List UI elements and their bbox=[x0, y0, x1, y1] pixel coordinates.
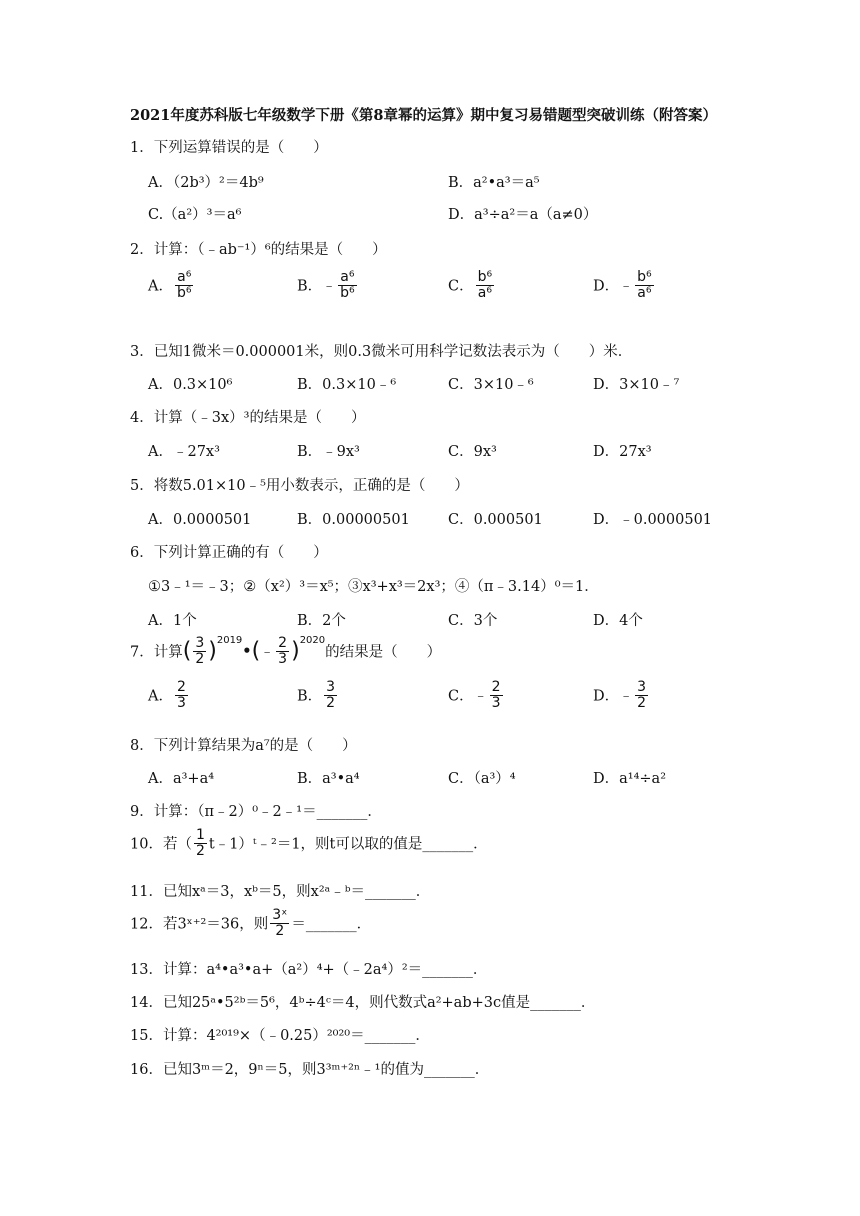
close-paren: ) bbox=[291, 638, 300, 664]
numerator: b⁶ bbox=[477, 269, 493, 285]
question-8-option-b: B．a³•a⁴ bbox=[297, 771, 360, 787]
denominator: 2 bbox=[637, 694, 647, 711]
question-5-option-b: B．0.00000501 bbox=[297, 512, 410, 528]
denominator: a⁶ bbox=[477, 284, 492, 301]
question-4-stem: 4．计算（﹣3x）³的结果是（ ） bbox=[130, 410, 366, 426]
stem-suffix: 的结果是（ ） bbox=[325, 644, 442, 661]
question-3-stem: 3．已知1微米＝0.000001米，则0.3微米可用科学记数法表示为（ ）米． bbox=[130, 344, 633, 360]
question-9: 9．计算：（π﹣2）⁰﹣2﹣¹＝_______． bbox=[130, 804, 382, 820]
minus-sign: ﹣ bbox=[473, 688, 488, 705]
denominator: 3 bbox=[176, 694, 186, 711]
question-5-option-a: A．0.0000501 bbox=[148, 512, 252, 528]
question-3-option-b: B．0.3×10﹣⁶ bbox=[297, 377, 397, 393]
denominator: 2 bbox=[195, 842, 205, 859]
denominator: b⁶ bbox=[340, 284, 355, 301]
question-7-option-b bbox=[297, 680, 339, 710]
option-label: D． bbox=[593, 278, 620, 295]
denominator: a⁶ bbox=[637, 284, 652, 301]
denominator: 2 bbox=[326, 694, 336, 711]
close-paren: ) bbox=[208, 638, 217, 664]
question-8-option-d: D．a¹⁴÷a² bbox=[593, 771, 667, 787]
question-3-option-d: D．3×10﹣⁷ bbox=[593, 377, 680, 393]
question-4-option-c: C．9x³ bbox=[448, 444, 497, 460]
question-13: 13．计算：a⁴•a³•a+（a²）⁴+（﹣2a⁴）²＝_______． bbox=[130, 962, 488, 978]
stem-prefix: 7．计算 bbox=[130, 644, 183, 661]
numerator: b⁶ bbox=[637, 269, 652, 285]
exponent: 2019 bbox=[216, 635, 243, 647]
option-label: A． bbox=[148, 278, 173, 295]
question-7-option-d bbox=[593, 680, 650, 710]
question-7-stem bbox=[130, 636, 441, 666]
minus-sign: ﹣ bbox=[260, 644, 275, 661]
fraction bbox=[476, 270, 495, 300]
question-4-option-a: A．﹣27x³ bbox=[148, 444, 220, 460]
question-4-option-b: B．﹣9x³ bbox=[297, 444, 360, 460]
numerator: 1 bbox=[195, 827, 205, 843]
question-16: 16．已知3ᵐ＝2，9ⁿ＝5，则3³ᵐ⁺²ⁿ﹣¹的值为_______． bbox=[130, 1062, 490, 1078]
option-label: C． bbox=[448, 688, 474, 705]
denominator: 3 bbox=[491, 694, 501, 711]
question-2-stem: 2．计算：（﹣ab⁻¹）⁶的结果是（ ） bbox=[130, 242, 387, 258]
document-title: 2021年度苏科版七年级数学下册《第8章幂的运算》期中复习易错题型突破训练（附答案） bbox=[130, 107, 717, 124]
numerator: 2 bbox=[278, 635, 288, 651]
option-label: D． bbox=[593, 688, 620, 705]
fraction bbox=[635, 680, 648, 710]
fraction bbox=[490, 680, 503, 710]
fraction bbox=[276, 636, 289, 666]
stem-suffix: t﹣1）ᵗ﹣²＝1，则t可以取的值是_______． bbox=[208, 836, 488, 853]
question-2-option-c bbox=[448, 270, 496, 300]
question-8-stem: 8．下列计算结果为a⁷的是（ ） bbox=[130, 738, 357, 754]
fraction bbox=[324, 680, 337, 710]
numerator: 3ˣ bbox=[272, 907, 288, 923]
minus-sign: ﹣ bbox=[619, 278, 634, 295]
question-6-option-b: B．2个 bbox=[297, 613, 346, 629]
option-label: B． bbox=[297, 688, 323, 705]
option-label: B． bbox=[297, 278, 323, 295]
denominator: 2 bbox=[275, 922, 285, 939]
fraction bbox=[635, 270, 654, 300]
minus-sign: ﹣ bbox=[322, 278, 337, 295]
option-label: A． bbox=[148, 688, 173, 705]
question-2-option-a bbox=[148, 270, 195, 300]
question-3-option-a: A．0.3×10⁶ bbox=[148, 377, 233, 393]
question-3-option-c: C．3×10﹣⁶ bbox=[448, 377, 534, 393]
numerator: 3 bbox=[326, 679, 336, 695]
question-8-option-c: C．（a³）⁴ bbox=[448, 771, 516, 787]
denominator: 2 bbox=[195, 650, 205, 667]
question-6-stem: 6．下列计算正确的有（ ） bbox=[130, 545, 328, 561]
question-6-option-d: D．4个 bbox=[593, 613, 643, 629]
numerator: 3 bbox=[637, 679, 647, 695]
fraction bbox=[338, 270, 357, 300]
question-11: 11．已知xᵃ＝3，xᵇ＝5，则x²ᵃ﹣ᵇ＝_______． bbox=[130, 884, 431, 900]
denominator: 3 bbox=[278, 650, 288, 667]
question-7-option-c bbox=[448, 680, 505, 710]
numerator: 2 bbox=[176, 679, 186, 695]
stem-prefix: 10．若（ bbox=[130, 836, 192, 853]
question-2-option-d bbox=[593, 270, 656, 300]
open-paren: ( bbox=[251, 638, 261, 664]
open-paren: ( bbox=[182, 638, 192, 664]
numerator: 2 bbox=[491, 679, 501, 695]
question-1-option-b: B．a²•a³＝a⁵ bbox=[448, 175, 540, 191]
question-14: 14．已知25ᵃ•5²ᵇ＝5⁶，4ᵇ÷4ᶜ＝4，则代数式a²+ab+3c值是_______． bbox=[130, 995, 596, 1011]
question-4-option-d: D．27x³ bbox=[593, 444, 652, 460]
fraction bbox=[175, 680, 188, 710]
question-5-option-c: C．0.000501 bbox=[448, 512, 543, 528]
question-1-option-d: D．a³÷a²＝a（a≠0） bbox=[448, 207, 598, 223]
fraction bbox=[193, 636, 206, 666]
stem-prefix: 12．若3ˣ⁺²＝36，则 bbox=[130, 916, 269, 933]
question-10 bbox=[130, 828, 488, 858]
option-label: C． bbox=[448, 278, 474, 295]
question-1-stem: 1．下列运算错误的是（ ） bbox=[130, 140, 328, 156]
numerator: 3 bbox=[195, 635, 205, 651]
dot-operator: • bbox=[242, 642, 252, 660]
denominator: b⁶ bbox=[176, 284, 192, 301]
question-8-option-a: A．a³+a⁴ bbox=[148, 771, 215, 787]
question-15: 15．计算：4²⁰¹⁹×（﹣0.25）²⁰²⁰＝_______． bbox=[130, 1028, 430, 1044]
numerator: a⁶ bbox=[175, 270, 194, 286]
fraction bbox=[270, 908, 289, 938]
question-6-statements: ①3﹣¹＝﹣3；②（x²）³＝x⁵；③x³+x³＝2x³；④（π﹣3.14）⁰＝1． bbox=[148, 579, 599, 595]
question-1-option-a: A．（2b³）²＝4b⁹ bbox=[148, 175, 264, 191]
question-5-stem: 5．将数5.01×10﹣⁵用小数表示，正确的是（ ） bbox=[130, 478, 469, 494]
fraction bbox=[175, 270, 194, 300]
question-1-option-c: C.（a²）³＝a⁶ bbox=[148, 207, 242, 223]
numerator: a⁶ bbox=[338, 270, 357, 286]
stem-suffix: ＝_______． bbox=[291, 916, 372, 933]
question-6-option-c: C．3个 bbox=[448, 613, 498, 629]
minus-sign: ﹣ bbox=[619, 688, 634, 705]
fraction bbox=[194, 828, 207, 858]
exponent: 2020 bbox=[299, 635, 326, 647]
question-2-option-b bbox=[297, 270, 359, 300]
question-7-option-a bbox=[148, 680, 190, 710]
question-5-option-d: D．﹣0.0000501 bbox=[593, 512, 713, 528]
question-12 bbox=[130, 908, 371, 938]
question-6-option-a: A．1个 bbox=[148, 613, 197, 629]
